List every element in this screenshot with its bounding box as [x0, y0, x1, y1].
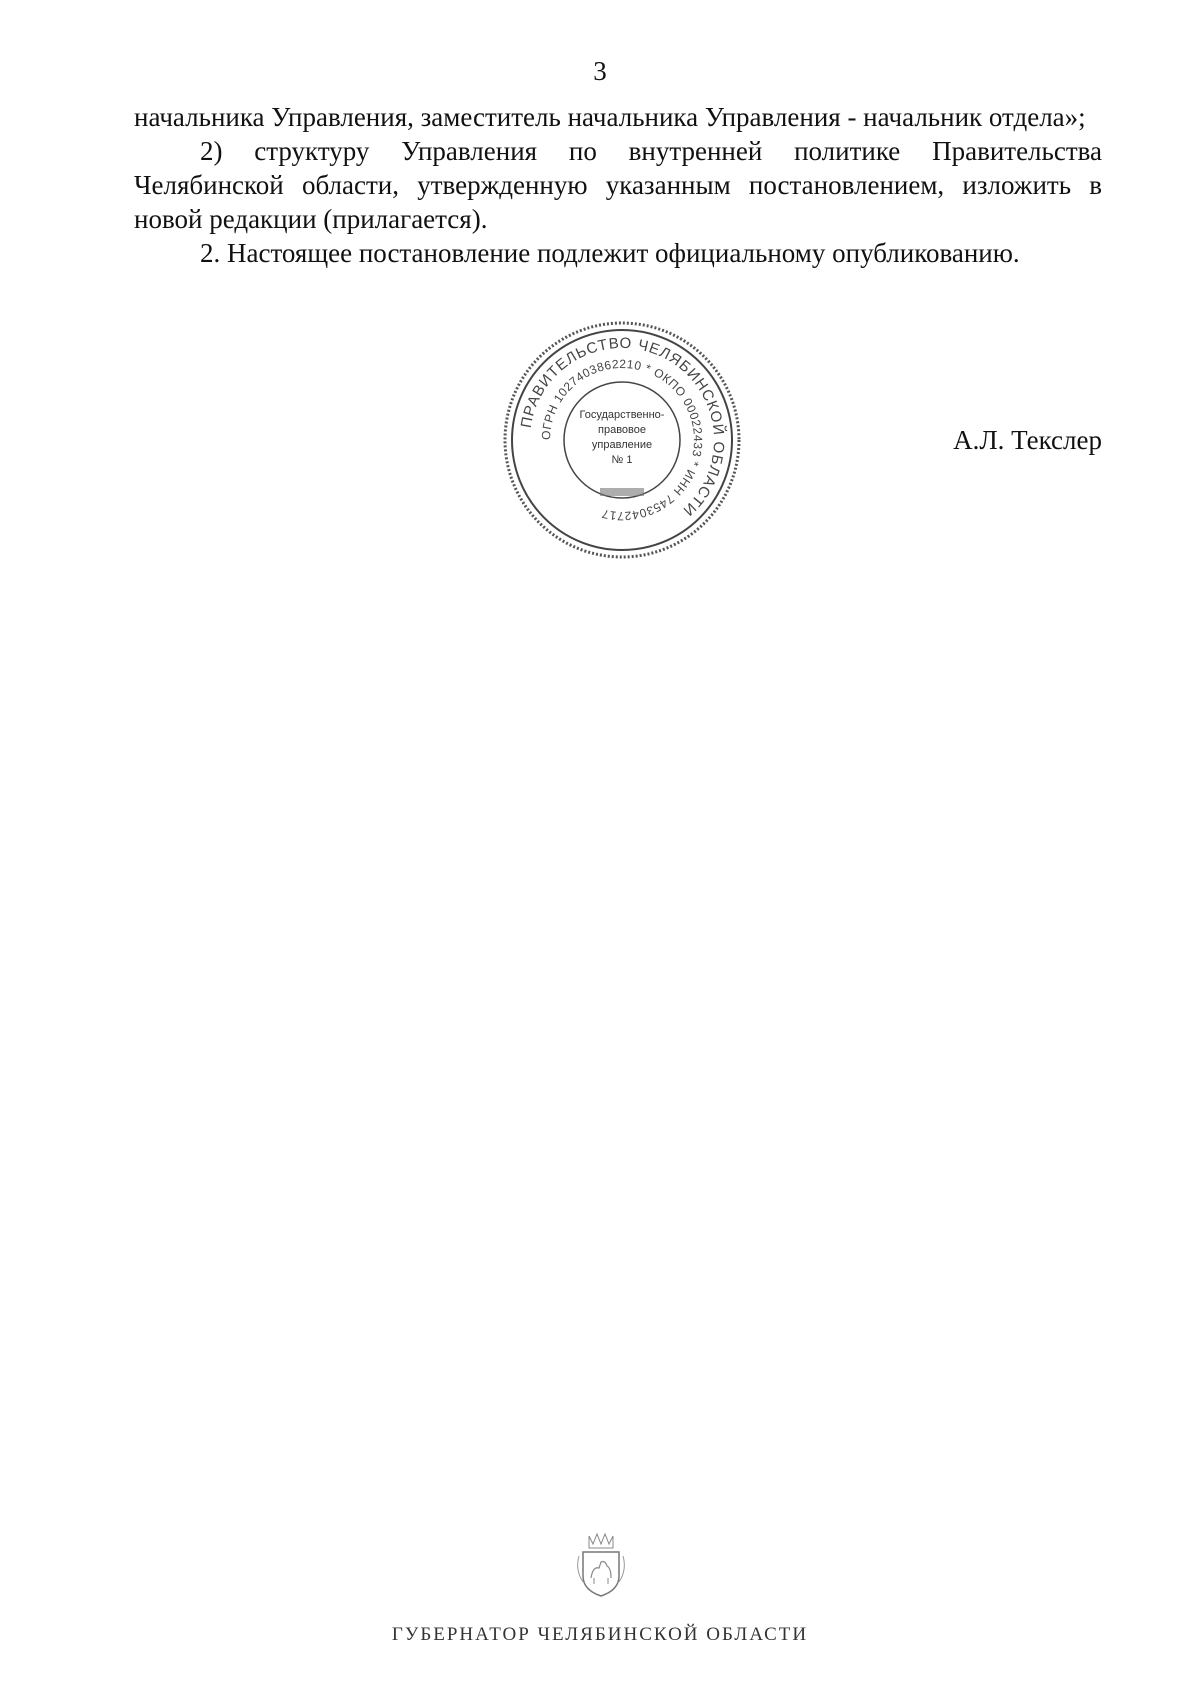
paragraph-clause-2: 2. Настоящее постановление подлежит официальному опубликованию.	[200, 238, 1020, 268]
seal-center-line-3: управление	[591, 439, 653, 451]
page-number: 3	[593, 56, 607, 86]
signatory-name: А.Л. Текслер	[953, 425, 1102, 455]
footer-caption: ГУБЕРНАТОР ЧЕЛЯБИНСКОЙ ОБЛАСТИ	[391, 1624, 809, 1645]
chelyabinsk-coat-of-arms-icon	[571, 1530, 631, 1600]
seal-center-line-4: № 1	[611, 454, 633, 466]
seal-outer-text: ПРАВИТЕЛЬСТВО ЧЕЛЯБИНСКОЙ ОБЛАСТИ	[517, 334, 728, 520]
seal-inner-text: ОГРН 1027403862210 * ОКПО 00022433 * ИНН 7453042717	[538, 356, 706, 524]
seal-center-line-2: правовое	[598, 424, 646, 436]
official-seal-stamp	[500, 318, 744, 562]
seal-icon	[500, 318, 744, 562]
seal-center-line-1: Государственно-	[579, 409, 665, 421]
paragraph-item-2: 2) структуру Управления по внутренней политике Правительства Челябинской области, утвержденную указанным постановлением, изложить в новой редакции (прилагается).	[134, 136, 1102, 234]
paragraph-continuation: начальника Управления, заместитель начальника Управления - начальник отдела»;	[134, 102, 1086, 132]
document-body	[134, 100, 1102, 270]
